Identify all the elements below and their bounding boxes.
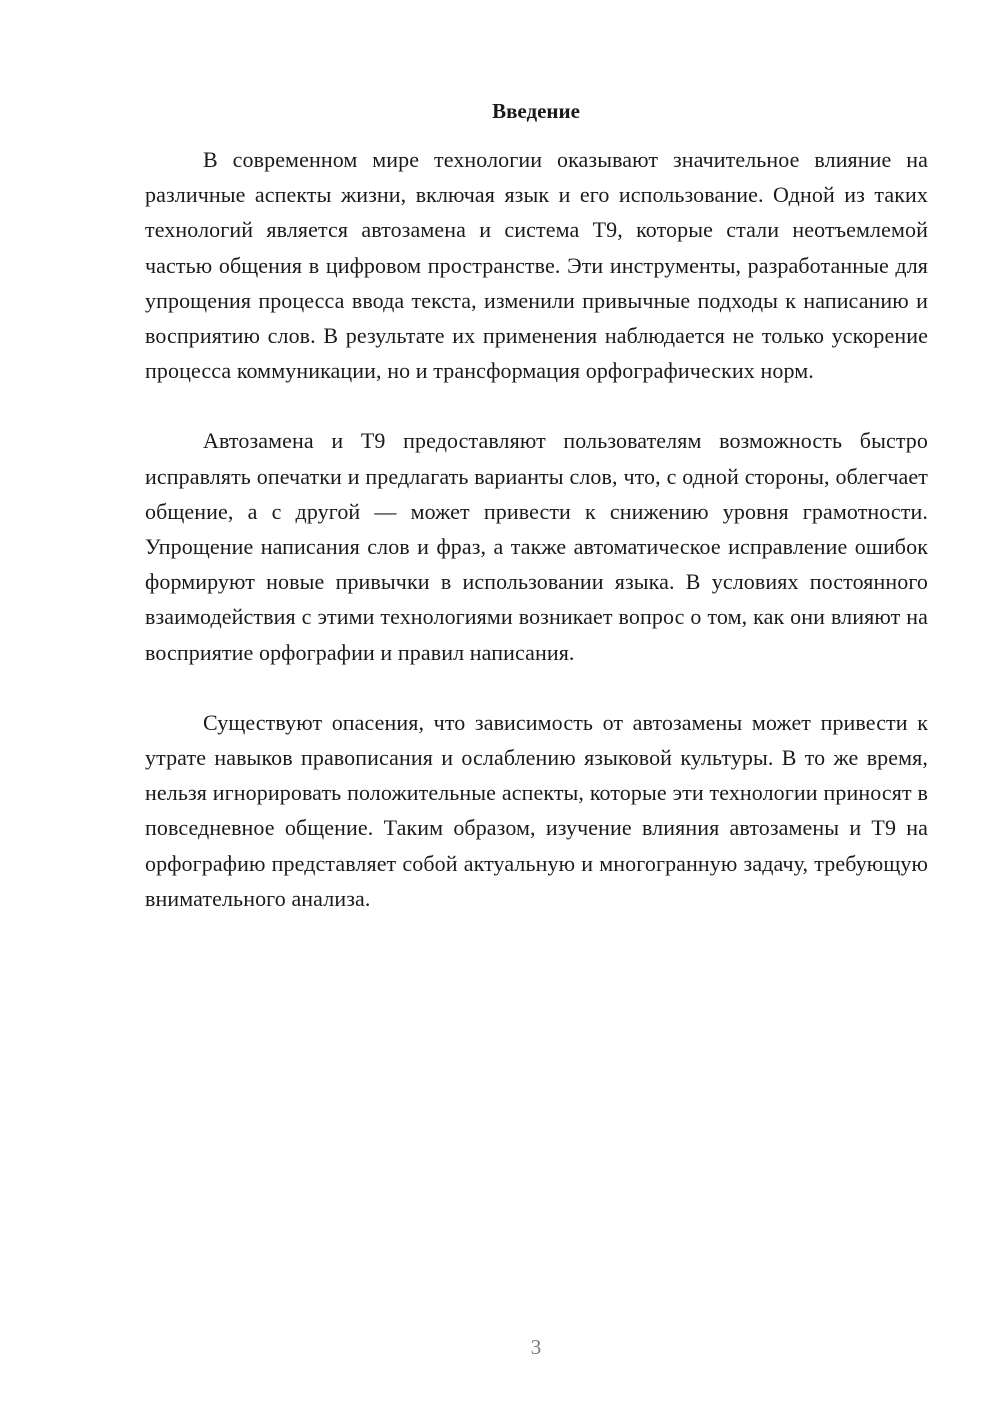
section-heading: Введение (492, 99, 580, 123)
paragraph-1: В современном мире технологии оказывают значительное влияние на различные аспекты жизни, включая язык и его использование. Одной из таких технологий является автозамена и система Т9, которые стали неотъемлемой частью общения в цифровом пространстве. Эти инструменты, разработанные для упрощения процесса ввода текста, изменили привычные подходы к написанию и восприятию слов. В результате их применения наблюдается не только ускорение процесса коммуникации, но и трансформация орфографических норм. (145, 147, 928, 384)
paragraph-3: Существуют опасения, что зависимость от автозамены может привести к утрате навыков правописания и ослаблению языковой культуры. В то же время, нельзя игнорировать положительные аспекты, которые эти технологии приносят в повседневное общение. Таким образом, изучение влияния автозамены и Т9 на орфографию представляет собой актуальную и многогранную задачу, требующую внимательного анализа. (145, 709, 928, 911)
page-number: 3 (530, 1335, 542, 1359)
paragraph-2: Автозамена и Т9 предоставляют пользователям возможность быстро исправлять опечатки и предлагать варианты слов, что, с одной стороны, облегчает общение, а с другой — может привести к снижению уровня грамотности. Упрощение написания слов и фраз, а также автоматическое исправление ошибок формируют новые привычки в использовании языка. В условиях постоянного взаимодействия с этими технологиями возникает вопрос о том, как они влияют на восприятие орфографии и правил написания. (145, 428, 928, 665)
body-text (145, 142, 928, 951)
